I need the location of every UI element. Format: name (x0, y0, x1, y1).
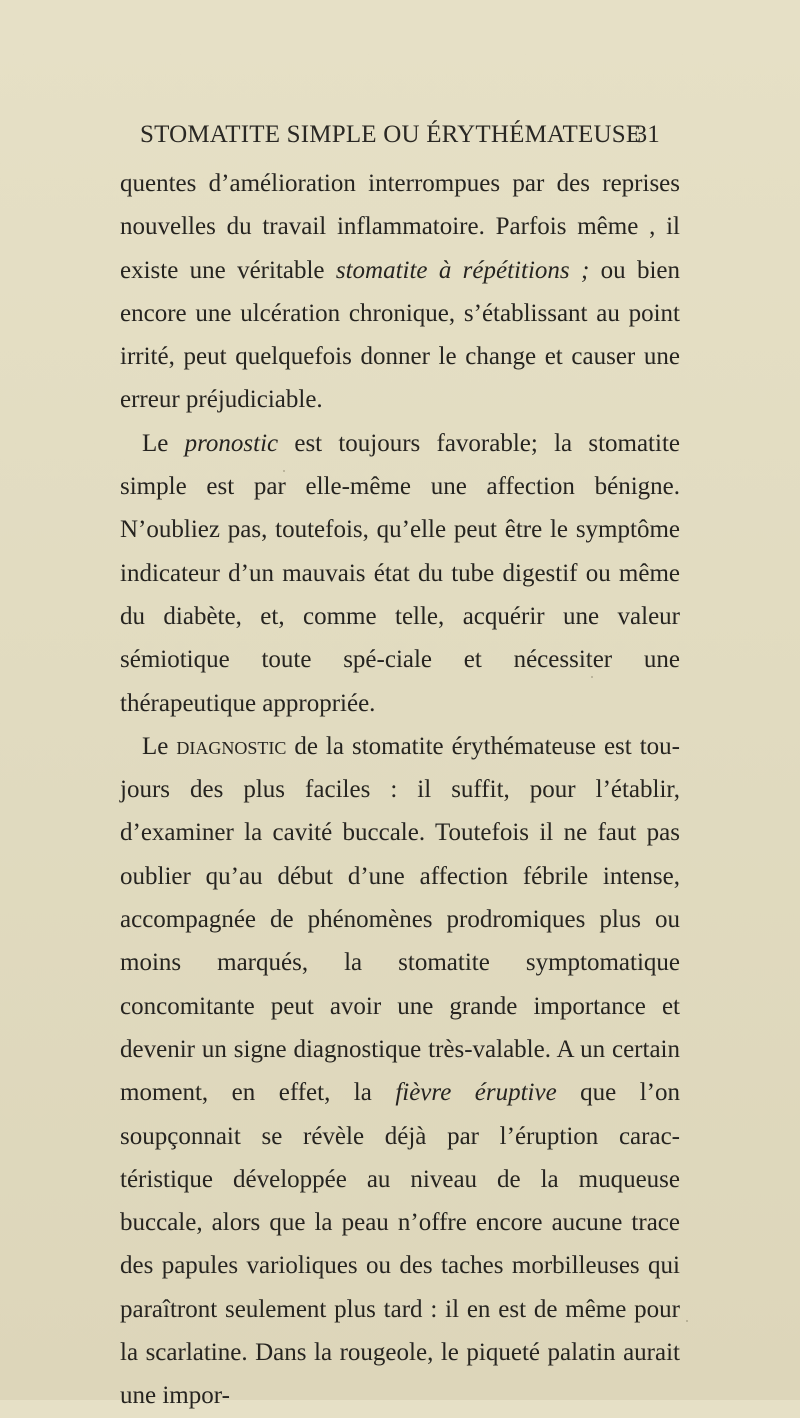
paragraph-2-text: est toujours favorable; la stomatite simple est par elle-même une affection bénigne. N’oubliez pas, toutefois, qu’elle peut être le symptôme indicateur d’un mauvais état du tube digestif ou même du diabète, et, comme telle, acquérir une valeur sémiotique toute spé-ciale et nécessiter une thérapeutique appropriée. (120, 429, 680, 717)
paragraph-3-lead: Le (142, 732, 177, 760)
text-body (120, 162, 680, 1418)
emphasis-pronostic: pronostic (184, 429, 279, 457)
paper-speck (686, 1320, 688, 1322)
paragraph-diagnostic (120, 725, 680, 1418)
emphasis-stomatite-repetitions: stomatite à répétitions ; (335, 256, 590, 284)
running-head (140, 120, 660, 150)
paper-speck (591, 676, 593, 678)
paragraph-2-lead: Le (142, 429, 185, 457)
emphasis-fievre-eruptive: fièvre éruptive (395, 1079, 557, 1107)
smallcaps-diagnostic: diagnostic (176, 732, 287, 760)
paragraph-1-text: quentes d’amélioration interrompues par des reprises nouvelles du travail inflammatoire. Parfois même , il existe une véritable (120, 170, 680, 284)
paragraph-pronostic (120, 422, 680, 725)
paragraph-1 (120, 162, 680, 422)
paragraph-3-text-end: que l’on soupçonnait se révèle déjà par l’éruption carac-téristique développée au niveau de la muqueuse buccale, alors que la peau n’offre encore aucune trace des papules varioliques ou des taches morbilleuses qui paraîtront seulement plus tard : il en est de même pour la scarlatine. Dans la rougeole, le piqueté palatin aurait une impor- (120, 1079, 681, 1410)
paper-speck (283, 470, 285, 472)
paragraph-3-text: de la stomatite érythémateuse est tou-jours des plus faciles : il suffit, pour l’établir, d’examiner la cavité buccale. Toutefois il ne faut pas oublier qu’au début d’une affection fébrile intense, accompagnée de phénomènes prodromiques plus ou moins marqués, la stomatite symptomatique concomitante peut avoir une grande importance et devenir un signe diagnostique très-valable. A un certain moment, en effet, la (120, 732, 680, 1107)
page-number: 31 (634, 121, 660, 148)
running-head-title: STOMATITE SIMPLE OU ÉRYTHÉMATEUSE (140, 121, 642, 148)
paragraph-1-text-end: ou bien encore une ulcération chronique, s’établissant au point irrité, peut quelquefois donner le change et causer une erreur préjudiciable. (120, 256, 680, 414)
